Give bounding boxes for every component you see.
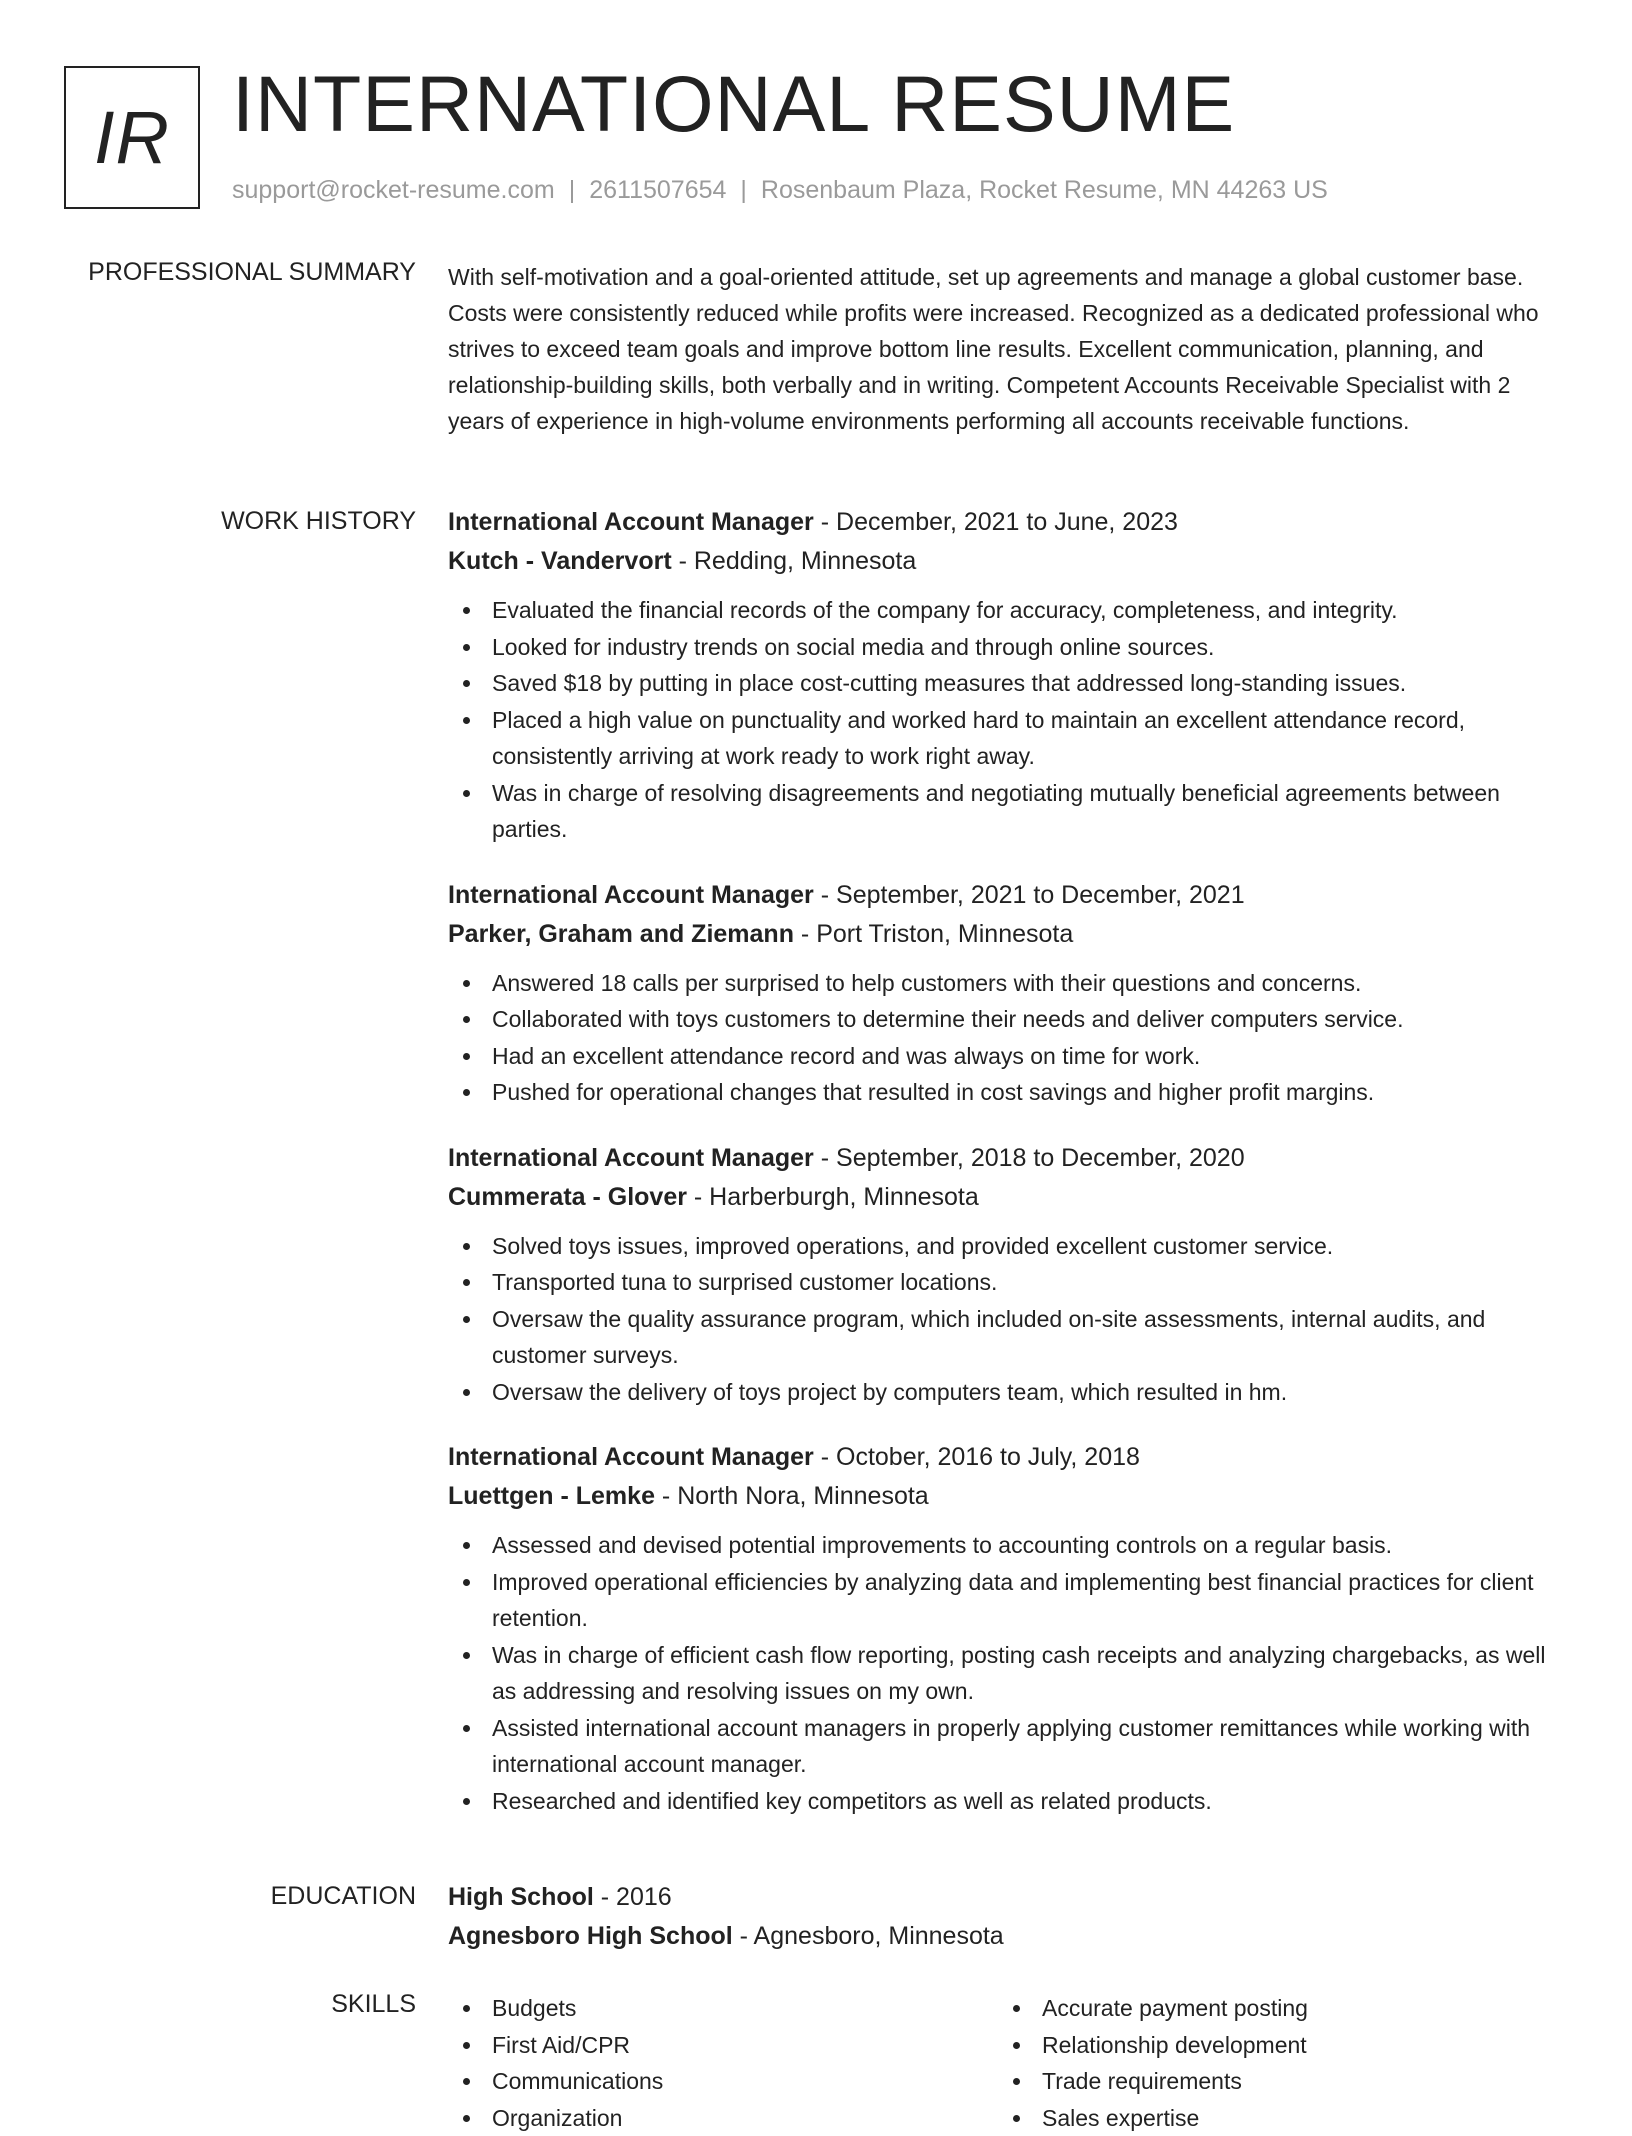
education-school: Agnesboro High School <box>448 1922 733 1950</box>
job-entry <box>448 876 1568 1111</box>
job-duties <box>448 965 1568 1111</box>
job-title: International Account Manager <box>448 1144 814 1172</box>
job-duty: Assessed and devised potential improvements to accounting controls on a regular basis. <box>448 1527 1568 1564</box>
monogram-initials: IR <box>94 95 170 180</box>
job-company-line <box>448 542 1568 581</box>
job-title-line <box>448 1139 1568 1178</box>
skill-item: Sales expertise <box>998 2100 1548 2136</box>
skills-list-right <box>998 1990 1548 2136</box>
job-entry <box>448 503 1568 848</box>
education-degree-line <box>448 1878 1568 1917</box>
monogram-logo <box>64 66 200 209</box>
job-duty: Saved $18 by putting in place cost-cutting measures that addressed long-standing issues. <box>448 665 1568 702</box>
job-duty: Had an excellent attendance record and was always on time for work. <box>448 1038 1568 1075</box>
job-title-line <box>448 503 1568 542</box>
job-title-line <box>448 1438 1568 1477</box>
job-duty: Placed a high value on punctuality and worked hard to maintain an excellent attendance record, consistently arriving at work ready to work right away. <box>448 702 1568 775</box>
contact-separator: | <box>569 176 576 204</box>
job-company: Parker, Graham and Ziemann <box>448 920 794 948</box>
contact-separator: | <box>740 176 747 204</box>
contact-phone[interactable]: 2611507654 <box>589 176 726 204</box>
job-duty: Researched and identified key competitors as well as related products. <box>448 1783 1568 1820</box>
skill-item: First Aid/CPR <box>448 2027 998 2064</box>
contact-line <box>232 176 1328 205</box>
skill-item: Trade requirements <box>998 2063 1548 2100</box>
job-duty: Improved operational efficiencies by analyzing data and implementing best financial practices for client retention. <box>448 1564 1568 1637</box>
job-location: - Harberburgh, Minnesota <box>687 1183 979 1211</box>
skill-item: Budgets <box>448 1990 998 2027</box>
job-dates: - December, 2021 to June, 2023 <box>814 508 1178 536</box>
job-duty: Was in charge of efficient cash flow reporting, posting cash receipts and analyzing chargebacks, as well as addressing and resolving issues on my own. <box>448 1637 1568 1710</box>
job-duty: Collaborated with toys customers to determine their needs and deliver computers service. <box>448 1001 1568 1038</box>
job-company-line <box>448 1178 1568 1217</box>
resume-title: INTERNATIONAL RESUME <box>232 58 1235 150</box>
contact-email[interactable]: support@rocket-resume.com <box>232 176 555 204</box>
job-company: Cummerata - Glover <box>448 1183 687 1211</box>
skill-item: Accurate payment posting <box>998 1990 1548 2027</box>
job-duty: Transported tuna to surprised customer locations. <box>448 1264 1568 1301</box>
contact-address: Rosenbaum Plaza, Rocket Resume, MN 44263 US <box>761 176 1328 204</box>
job-title: International Account Manager <box>448 881 814 909</box>
skill-item: Relationship development <box>998 2027 1548 2064</box>
section-heading-summary: PROFESSIONAL SUMMARY <box>88 258 416 287</box>
job-dates: - October, 2016 to July, 2018 <box>814 1443 1140 1471</box>
job-dates: - September, 2021 to December, 2021 <box>814 881 1245 909</box>
job-title: International Account Manager <box>448 508 814 536</box>
job-duty: Pushed for operational changes that resulted in cost savings and higher profit margins. <box>448 1074 1568 1111</box>
section-heading-skills: SKILLS <box>331 1990 416 2019</box>
job-location: - Port Triston, Minnesota <box>794 920 1073 948</box>
section-heading-education: EDUCATION <box>271 1882 416 1911</box>
job-entry <box>448 1438 1568 1819</box>
job-duty: Solved toys issues, improved operations, and provided excellent customer service. <box>448 1228 1568 1265</box>
job-duty: Oversaw the delivery of toys project by computers team, which resulted in hm. <box>448 1374 1568 1411</box>
job-duty: Assisted international account managers in properly applying customer remittances while working with international account manager. <box>448 1710 1568 1783</box>
skills-list-left <box>448 1990 998 2136</box>
job-company-line <box>448 915 1568 954</box>
skills-column-left <box>448 1990 998 2136</box>
skill-item: Organization <box>448 2100 998 2136</box>
job-duty: Oversaw the quality assurance program, which included on-site assessments, internal audits, and customer surveys. <box>448 1301 1568 1374</box>
job-duties <box>448 1228 1568 1411</box>
job-company-line <box>448 1477 1568 1516</box>
job-duty: Was in charge of resolving disagreements and negotiating mutually beneficial agreements between parties. <box>448 775 1568 848</box>
job-location: - North Nora, Minnesota <box>655 1482 929 1510</box>
education-degree: High School <box>448 1883 594 1911</box>
skill-item: Communications <box>448 2063 998 2100</box>
job-company: Luettgen - Lemke <box>448 1482 655 1510</box>
job-duty: Looked for industry trends on social media and through online sources. <box>448 629 1568 666</box>
job-title-line <box>448 876 1568 915</box>
job-duty: Answered 18 calls per surprised to help customers with their questions and concerns. <box>448 965 1568 1002</box>
section-heading-work-history: WORK HISTORY <box>221 507 416 536</box>
job-title: International Account Manager <box>448 1443 814 1471</box>
job-dates: - September, 2018 to December, 2020 <box>814 1144 1245 1172</box>
job-duties <box>448 592 1568 848</box>
skills-column-right <box>998 1990 1548 2136</box>
summary-paragraph: With self-motivation and a goal-oriented attitude, set up agreements and manage a global customer base. Costs were consistently reduced while profits were increased. Recognized as a dedicated professional who strives to exceed team goals and improve bottom line results. Excellent communication, planning, and relationship-building skills, both verbally and in writing. Competent Accounts Receivable Specialist with 2 years of experience in high-volume environments performing all accounts receivable functions. <box>448 259 1568 439</box>
job-duty: Evaluated the financial records of the company for accuracy, completeness, and integrity. <box>448 592 1568 629</box>
job-entry <box>448 1139 1568 1411</box>
skills-columns <box>448 1990 1568 2136</box>
job-duties <box>448 1527 1568 1819</box>
job-company: Kutch - Vandervort <box>448 547 672 575</box>
job-location: - Redding, Minnesota <box>672 547 917 575</box>
education-year: - 2016 <box>594 1883 672 1911</box>
education-school-line <box>448 1917 1568 1956</box>
education-location: - Agnesboro, Minnesota <box>733 1922 1004 1950</box>
